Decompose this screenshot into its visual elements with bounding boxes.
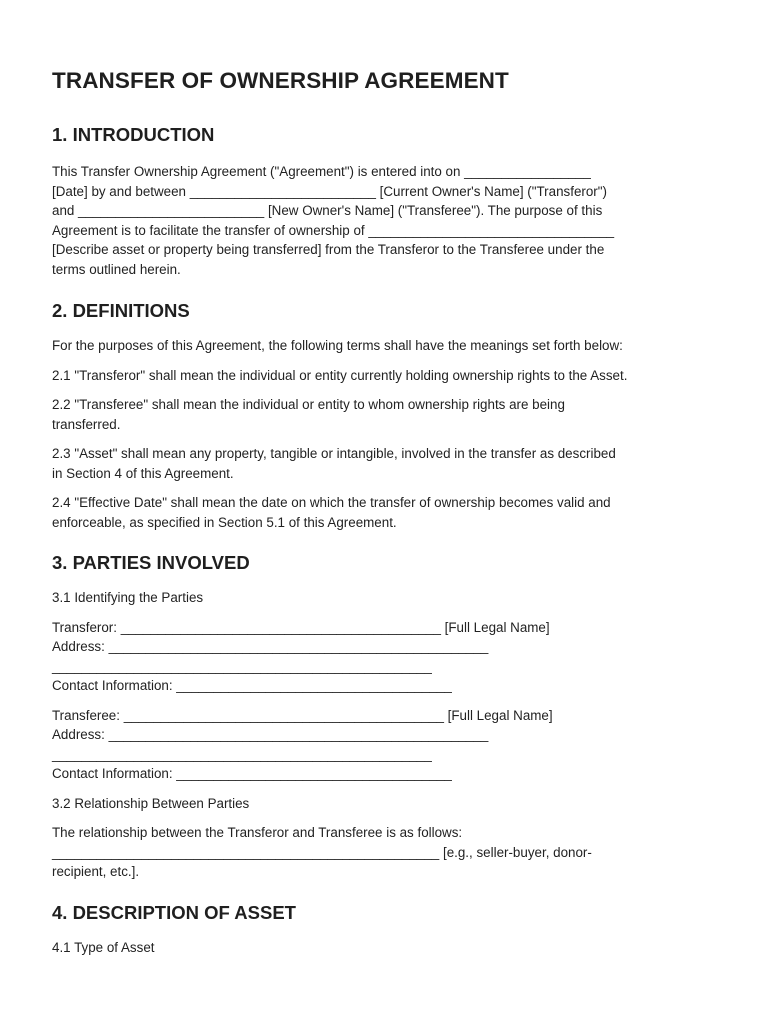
text-line: Address: ___________________________________________________ [52, 639, 489, 654]
text-line: 2.4 "Effective Date" shall mean the date on which the transfer of ownership becomes valid and [52, 495, 611, 510]
subsection-relationship: 3.2 Relationship Between Parties [52, 795, 250, 811]
text-line: Transferee: ___________________________________________ [Full Legal Name] [52, 707, 553, 723]
section-heading: 1. INTRODUCTION [52, 124, 215, 145]
section-introduction [52, 124, 722, 279]
text-line: [Describe asset or property being transferred] from the Transferor to the Transferee under the [52, 242, 605, 257]
text-line: [Date] by and between _________________________ [Current Owner's Name] ("Transferor") [52, 183, 607, 199]
text-line: Agreement is to facilitate the transfer of ownership of _________________________________ [52, 222, 615, 238]
transferee-block [52, 706, 722, 784]
text-line: ___________________________________________________ [52, 746, 432, 762]
text-line: ____________________________________________________ [e.g., seller-buyer, donor- [52, 844, 592, 860]
definition-transferee [52, 395, 722, 434]
definition-transferor: 2.1 "Transferor" shall mean the individual or entity currently holding ownership rights to the Asset. [52, 367, 628, 383]
section-asset-description [52, 902, 722, 958]
text-line: The relationship between the Transferor and Transferee is as follows: [52, 825, 463, 840]
text-line: ___________________________________________________ [52, 658, 432, 674]
introduction-paragraph [52, 162, 722, 279]
text-line: Contact Information: _____________________________________ [52, 678, 452, 693]
section-heading: 3. PARTIES INVOLVED [52, 552, 250, 573]
definition-asset [52, 444, 722, 483]
subsection-type-of-asset: 4.1 Type of Asset [52, 939, 155, 955]
text-line: 2.3 "Asset" shall mean any property, tangible or intangible, involved in the transfer as described [52, 446, 616, 461]
text-line: Transferor: ___________________________________________ [Full Legal Name] [52, 619, 550, 635]
document-title: TRANSFER OF OWNERSHIP AGREEMENT [52, 68, 509, 93]
section-heading: 4. DESCRIPTION OF ASSET [52, 901, 296, 923]
section-heading: 2. DEFINITIONS [52, 300, 190, 321]
definitions-intro: For the purposes of this Agreement, the following terms shall have the meanings set forth below: [52, 338, 623, 353]
section-definitions [52, 300, 722, 532]
transferor-block [52, 618, 722, 696]
document-page [52, 68, 722, 967]
relationship-paragraph [52, 823, 722, 882]
text-line: This Transfer Ownership Agreement ("Agreement") is entered into on _________________ [52, 164, 591, 179]
text-line: Contact Information: _____________________________________ [52, 766, 452, 781]
text-line: transferred. [52, 416, 121, 432]
text-line: terms outlined herein. [52, 261, 181, 277]
subsection-identifying-parties: 3.1 Identifying the Parties [52, 590, 204, 605]
section-parties [52, 552, 722, 882]
text-line: enforceable, as specified in Section 5.1 of this Agreement. [52, 514, 397, 530]
text-line: Address: ___________________________________________________ [52, 727, 489, 742]
text-line: recipient, etc.]. [52, 864, 140, 879]
text-line: 2.2 "Transferee" shall mean the individual or entity to whom ownership rights are being [52, 397, 565, 412]
text-line: in Section 4 of this Agreement. [52, 465, 234, 481]
definition-effective-date [52, 493, 722, 532]
text-line: and _________________________ [New Owner's Name] ("Transferee"). The purpose of this [52, 203, 603, 218]
